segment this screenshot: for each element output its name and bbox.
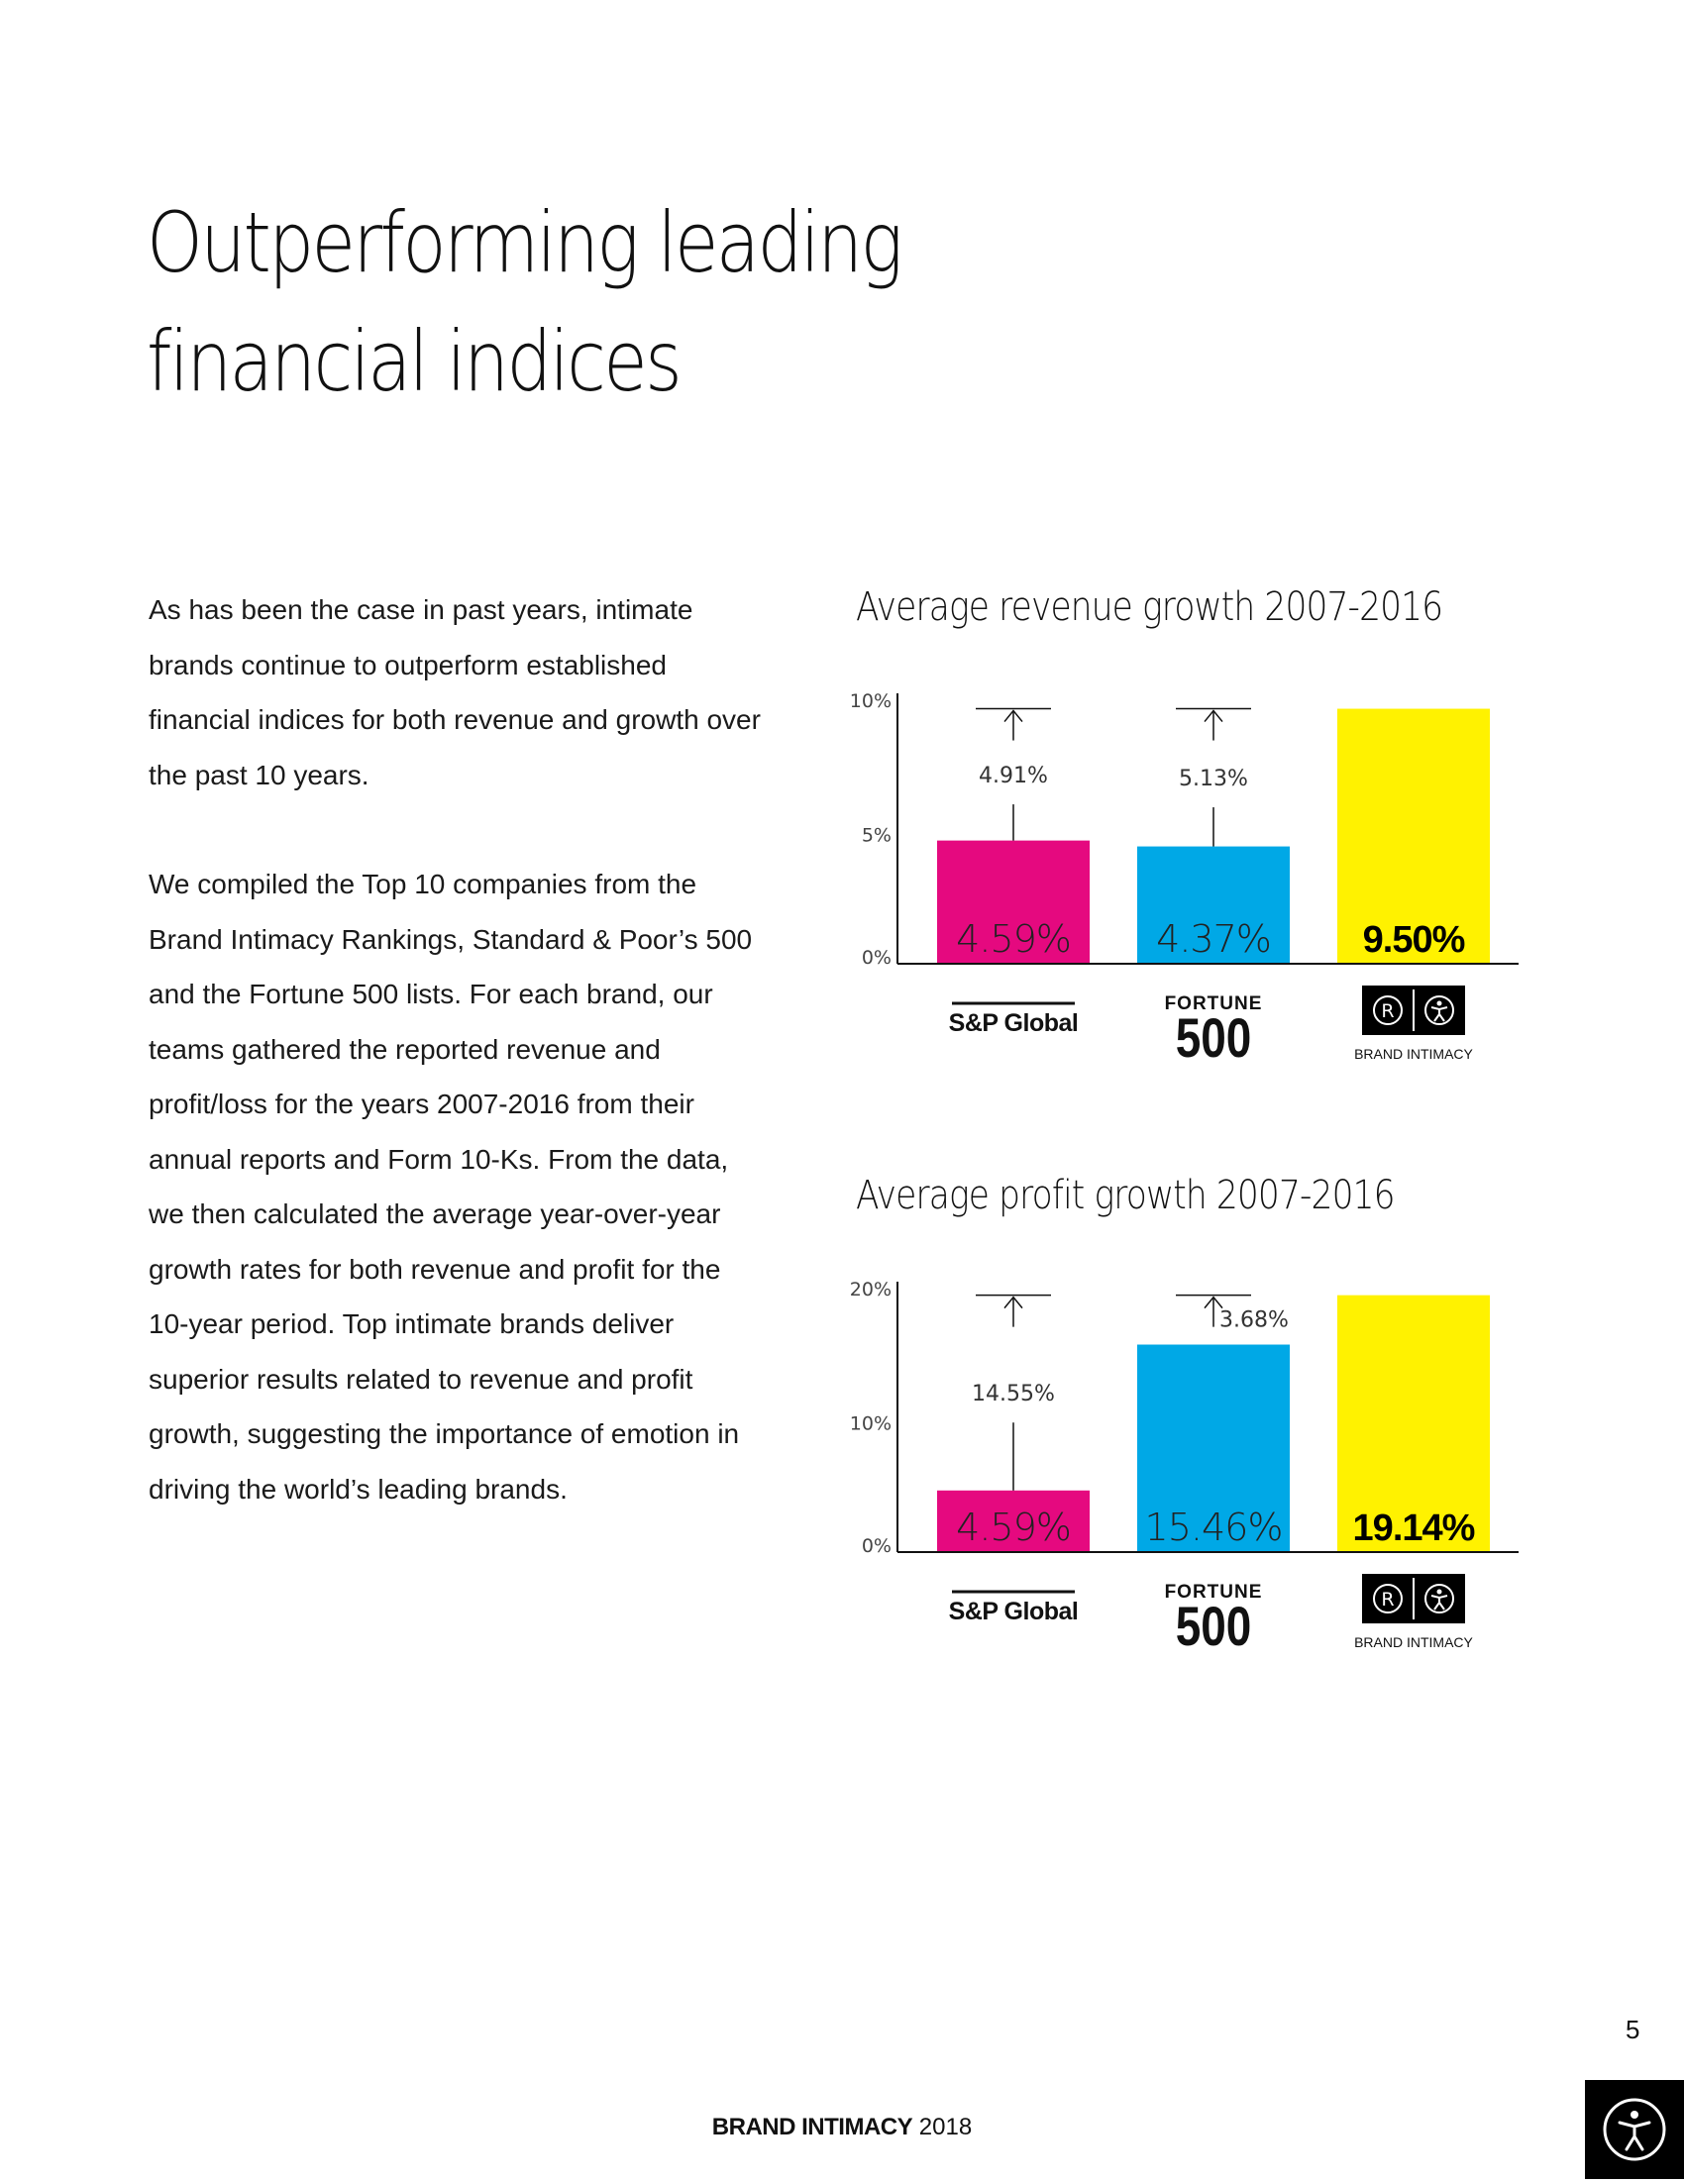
brand-bar-value: 9.50%: [1362, 919, 1465, 961]
revenue-growth-chart: [842, 674, 1535, 1109]
sp-bar-value: 4.59%: [956, 917, 1071, 961]
page-title-line-1: Outperforming leading: [147, 194, 901, 291]
fortune-500-logo: 500: [1175, 1595, 1252, 1658]
person-icon-head: [1437, 1590, 1442, 1595]
brand-intimacy-logo: [1362, 1574, 1465, 1623]
revenue-chart-title: Average revenue growth 2007-2016: [856, 584, 1443, 630]
brand-intimacy-logo-text: BRAND INTIMACY: [1354, 1634, 1473, 1650]
y-tick-label: 5%: [861, 824, 892, 847]
brand-intimacy-logo-text: BRAND INTIMACY: [1354, 1046, 1473, 1062]
page-title: [147, 183, 900, 421]
fortune-gap-label: 3.68%: [1219, 1307, 1289, 1333]
accessibility-icon: [1585, 2080, 1684, 2179]
fortune-logo-word: FORTUNE: [1164, 1582, 1263, 1603]
fortune-500-logo: 500: [1175, 1006, 1252, 1070]
page-number: 5: [1626, 2015, 1640, 2044]
person-icon-head: [1437, 1001, 1442, 1006]
fortune-bar-value: 4.37%: [1156, 917, 1271, 961]
sp-global-logo: S&P Global: [948, 1598, 1079, 1625]
fortune-logo-word: FORTUNE: [1164, 993, 1263, 1014]
registered-letter: R: [1381, 1589, 1395, 1611]
fortune-gap-label: 5.13%: [1179, 767, 1248, 792]
footer: [0, 2114, 1684, 2141]
page-title-line-2: financial indices: [147, 313, 681, 410]
intro-paragraph: As has been the case in past years, intimate brands continue to outperform established financial indices for both revenue and growth over the past 10 years.: [149, 594, 761, 790]
y-tick-label: 10%: [849, 690, 892, 712]
y-tick-label: 0%: [861, 947, 892, 969]
y-tick-label: 10%: [849, 1412, 892, 1435]
profit-chart-title: Average profit growth 2007-2016: [856, 1173, 1395, 1218]
body-text: [149, 582, 763, 1571]
fortune-bar-value: 15.46%: [1144, 1506, 1283, 1549]
sp-gap-label: 4.91%: [979, 764, 1048, 789]
sp-global-logo: S&P Global: [948, 1009, 1079, 1037]
brand-bar-value: 19.14%: [1352, 1508, 1475, 1549]
footer-year: 2018: [918, 2114, 973, 2140]
chart-svg: [842, 674, 1535, 1109]
y-tick-label: 0%: [861, 1535, 892, 1557]
sp-gap-label: 14.55%: [972, 1382, 1055, 1407]
method-paragraph: We compiled the Top 10 companies from the Brand Intimacy Rankings, Standard & Poor’s 500 and the Fortune 500 lists. For each brand, our teams gathered the reported revenue and profit/loss for the years 2007-2016 from their annual reports and Form 10-Ks. From the data, we then calculated the average year-over-year growth rates for both revenue and profit for the 10-year period. Top intimate brands deliver superior results related to revenue and profit growth, suggesting the importance of emotion in driving the world’s leading brands.: [149, 869, 753, 1505]
footer-brand: BRAND INTIMACY: [711, 2114, 913, 2140]
profit-growth-chart: [842, 1262, 1535, 1698]
registered-letter: R: [1381, 1000, 1395, 1022]
chart-svg: [842, 1262, 1535, 1698]
y-tick-label: 20%: [849, 1279, 892, 1300]
sp-bar-value: 4.59%: [956, 1506, 1071, 1549]
accessibility-button[interactable]: [1585, 2080, 1684, 2179]
brand-intimacy-logo: [1362, 986, 1465, 1035]
